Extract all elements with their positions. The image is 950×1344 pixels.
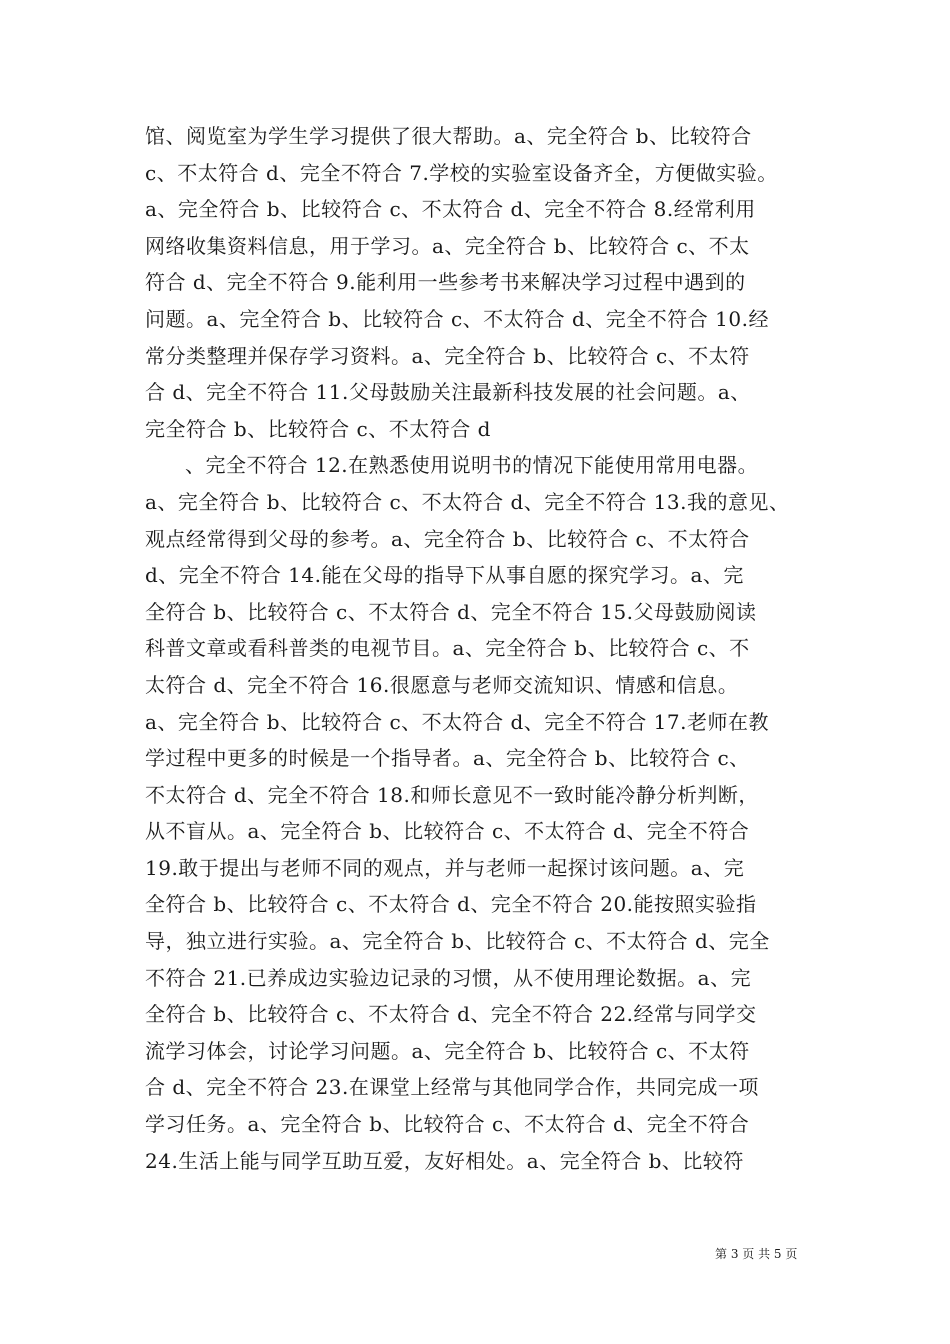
text-line: 观点经常得到父母的参考。a、完全符合 b、比较符合 c、不太符合 (145, 526, 750, 551)
text-line: 合 d、完全不符合 23.在课堂上经常与其他同学合作，共同完成一项 (145, 1075, 759, 1100)
text-line: c、不太符合 d、完全不符合 7.学校的实验室设备齐全，方便做实验。 (145, 160, 778, 185)
text-line: 导，独立进行实验。a、完全符合 b、比较符合 c、不太符合 d、完全 (145, 929, 770, 954)
text-line: 全符合 b、比较符合 c、不太符合 d、完全不符合 22.经常与同学交 (145, 1002, 757, 1027)
text-line: 太符合 d、完全不符合 16.很愿意与老师交流知识、情感和信息。 (145, 672, 739, 697)
text-line: 不符合 21.已养成边实验边记录的习惯，从不使用理论数据。a、完 (145, 965, 752, 990)
text-line: 学过程中更多的时候是一个指导者。a、完全符合 b、比较符合 c、 (145, 746, 750, 771)
text-line: a、完全符合 b、比较符合 c、不太符合 d、完全不符合 13.我的意见、 (145, 489, 790, 514)
text-line: 、完全不符合 12.在熟悉使用说明书的情况下能使用常用电器。 (185, 453, 759, 478)
text-line: 全符合 b、比较符合 c、不太符合 d、完全不符合 15.父母鼓励阅读 (145, 599, 757, 624)
text-line: 流学习体会，讨论学习问题。a、完全符合 b、比较符合 c、不太符 (145, 1038, 750, 1063)
text-line: 网络收集资料信息，用于学习。a、完全符合 b、比较符合 c、不太 (145, 233, 750, 258)
text-line: 馆、阅览室为学生学习提供了很大帮助。a、完全符合 b、比较符合 (145, 124, 752, 148)
text-line: 19.敢于提出与老师不同的观点，并与老师一起探讨该问题。a、完 (145, 855, 745, 880)
text-line: 问题。a、完全符合 b、比较符合 c、不太符合 d、完全不符合 10.经 (145, 306, 769, 331)
body-text (145, 118, 810, 1179)
text-line: a、完全符合 b、比较符合 c、不太符合 d、完全不符合 8.经常利用 (145, 197, 756, 222)
text-line: 合 d、完全不符合 11.父母鼓励关注最新科技发展的社会问题。a、 (145, 380, 751, 405)
text-line: 全符合 b、比较符合 c、不太符合 d、完全不符合 20.能按照实验指 (145, 892, 757, 917)
text-line: a、完全符合 b、比较符合 c、不太符合 d、完全不符合 17.老师在教 (145, 709, 769, 734)
text-line: 学习任务。a、完全符合 b、比较符合 c、不太符合 d、完全不符合 (145, 1112, 750, 1137)
text-line: 常分类整理并保存学习资料。a、完全符合 b、比较符合 c、不太符 (145, 343, 750, 368)
text-line: d、完全不符合 14.能在父母的指导下从事自愿的探究学习。a、完 (145, 563, 744, 588)
text-line: 从不盲从。a、完全符合 b、比较符合 c、不太符合 d、完全不符合 (145, 819, 750, 844)
text-line: 不太符合 d、完全不符合 18.和师长意见不一致时能冷静分析判断， (145, 782, 759, 807)
page-number-footer: 第 3 页 共 5 页 (715, 1247, 798, 1261)
text-line: 符合 d、完全不符合 9.能利用一些参考书来解决学习过程中遇到的 (145, 270, 746, 295)
text-line: 科普文章或看科普类的电视节目。a、完全符合 b、比较符合 c、不 (145, 636, 750, 661)
text-line: 24.生活上能与同学互助互爱，友好相处。a、完全符合 b、比较符 (145, 1148, 744, 1173)
text-line: 完全符合 b、比较符合 c、不太符合 d (145, 416, 491, 441)
